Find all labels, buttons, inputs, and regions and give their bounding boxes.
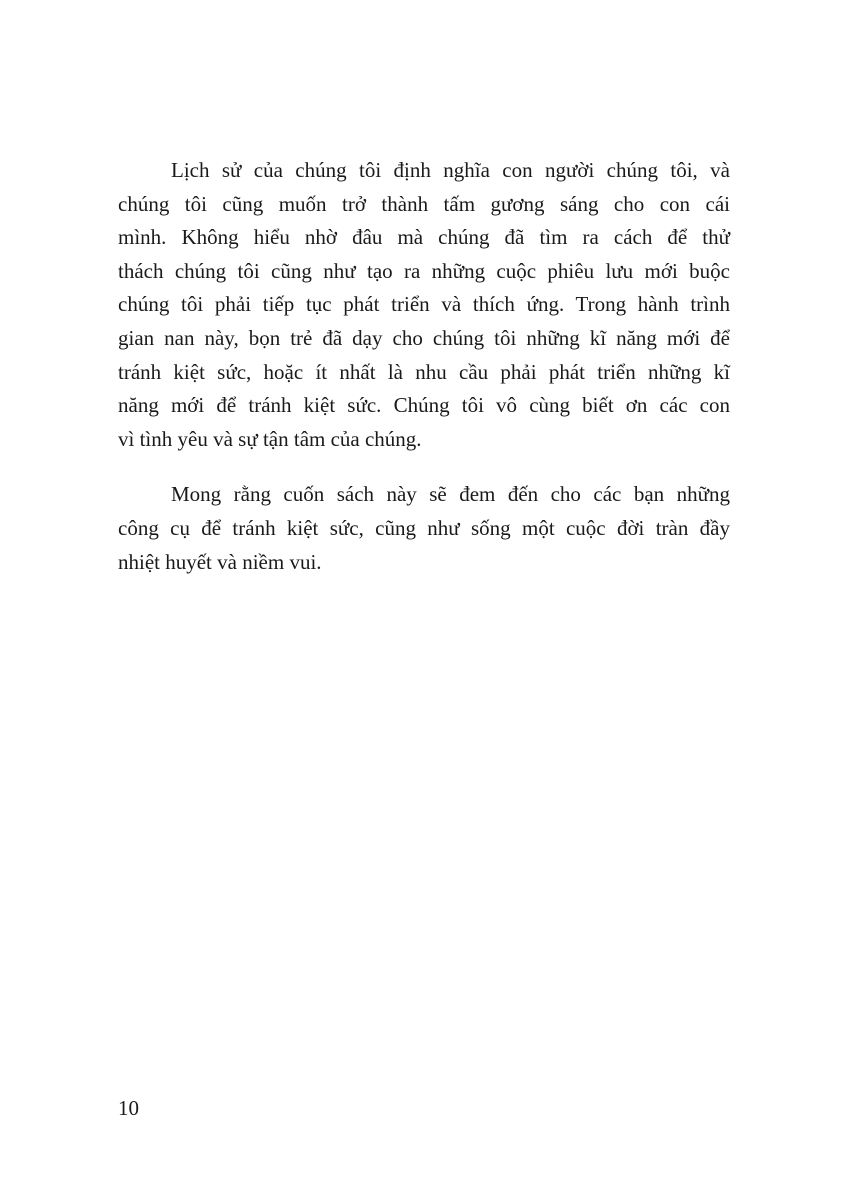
text-line: tránh kiệt sức, hoặc ít nhất là nhu cầu phải phát triển những kĩ: [118, 359, 730, 384]
text-line: năng mới để tránh kiệt sức. Chúng tôi vô cùng biết ơn các con: [118, 393, 730, 418]
body-text: [118, 154, 730, 579]
page-number: 10: [118, 1096, 139, 1120]
text-line: chúng tôi cũng muốn trở thành tấm gương sáng cho con cái: [118, 191, 730, 216]
text-line: mình. Không hiểu nhờ đâu mà chúng đã tìm ra cách để thử: [118, 225, 730, 250]
paragraph-gap: [118, 456, 730, 478]
text-line: Lịch sử của chúng tôi định nghĩa con người chúng tôi, và: [171, 158, 730, 182]
text-line: thách chúng tôi cũng như tạo ra những cuộc phiêu lưu mới buộc: [118, 258, 730, 283]
text-line: chúng tôi phải tiếp tục phát triển và thích ứng. Trong hành trình: [118, 292, 730, 317]
text-line: gian nan này, bọn trẻ đã dạy cho chúng tôi những kĩ năng mới để: [118, 325, 730, 350]
paragraph: [118, 154, 730, 456]
text-line: công cụ để tránh kiệt sức, cũng như sống một cuộc đời tràn đầy: [118, 515, 730, 540]
text-line: Mong rằng cuốn sách này sẽ đem đến cho các bạn những: [171, 482, 730, 507]
text-line: vì tình yêu và sự tận tâm của chúng.: [118, 426, 422, 451]
text-line: nhiệt huyết và niềm vui.: [118, 549, 322, 574]
paragraph: [118, 478, 730, 579]
